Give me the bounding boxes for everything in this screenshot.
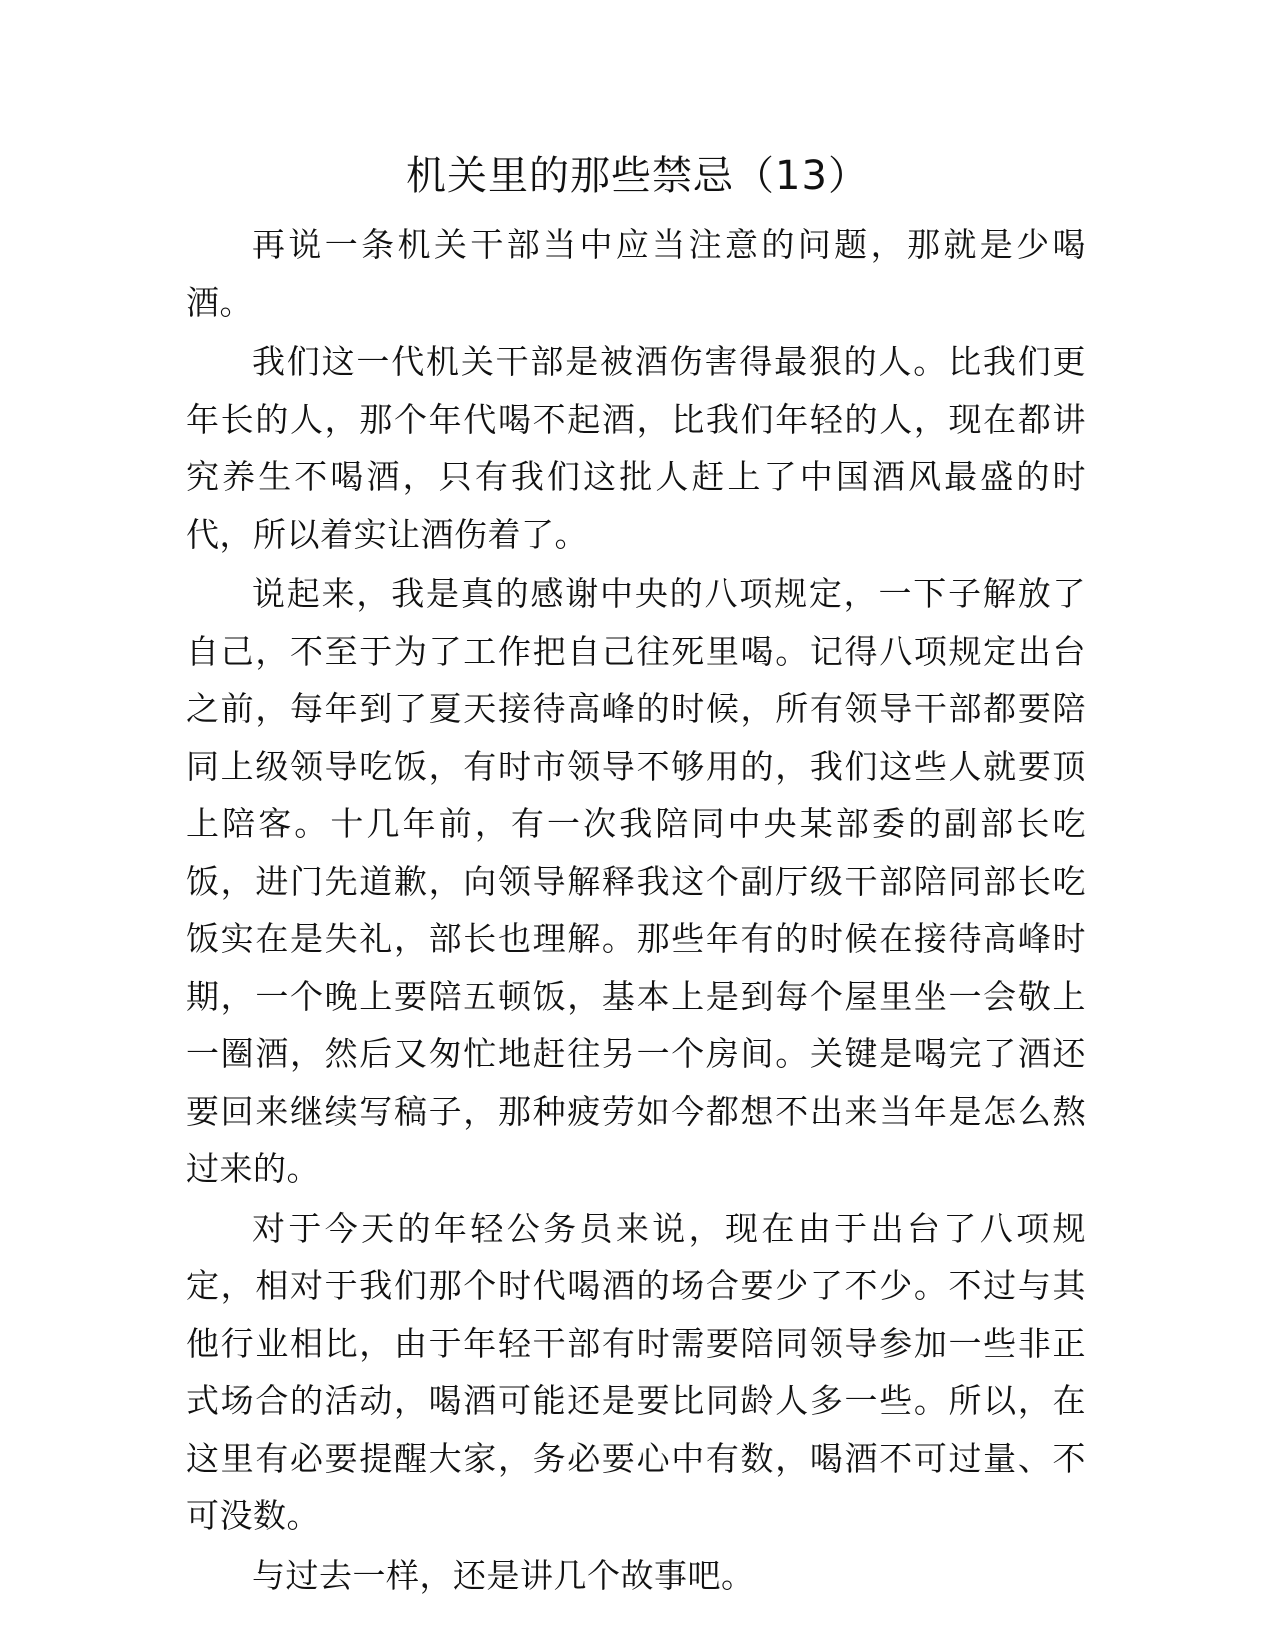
- paragraph-4: 对于今天的年轻公务员来说，现在由于出台了八项规定，相对于我们那个时代喝酒的场合要少了不少。不过与其他行业相比，由于年轻干部有时需要陪同领导参加一些非正式场合的活动，喝酒可能还是要比同龄人多一些。所以，在这里有必要提醒大家，务必要心中有数，喝酒不可过量、不可没数。: [186, 1208, 1086, 1535]
- paragraph-5: 与过去一样，还是讲几个故事吧。: [252, 1555, 755, 1595]
- document-body: [186, 216, 1086, 1606]
- paragraph-2: 我们这一代机关干部是被酒伤害得最狠的人。比我们更年长的人，那个年代喝不起酒，比我们年轻的人，现在都讲究养生不喝酒，只有我们这批人赶上了中国酒风最盛的时代，所以着实让酒伤着了。: [186, 342, 1086, 554]
- paragraph-1: 再说一条机关干部当中应当注意的问题，那就是少喝酒。: [186, 225, 1086, 322]
- paragraph-3: 说起来，我是真的感谢中央的八项规定，一下子解放了自己，不至于为了工作把自己往死里喝。记得八项规定出台之前，每年到了夏天接待高峰的时候，所有领导干部都要陪同上级领导吃饭，有时市领导不够用的，我们这些人就要顶上陪客。十几年前，有一次我陪同中央某部委的副部长吃饭，进门先道歉，向领导解释我这个副厅级干部陪同部长吃饭实在是失礼，部长也理解。那些年有的时候在接待高峰时期，一个晚上要陪五顿饭，基本上是到每个屋里坐一会敬上一圈酒，然后又匆忙地赶往另一个房间。关键是喝完了酒还要回来继续写稿子，那种疲劳如今都想不出来当年是怎么熬过来的。: [186, 574, 1086, 1188]
- document-title: 机关里的那些禁忌（13）: [406, 153, 869, 199]
